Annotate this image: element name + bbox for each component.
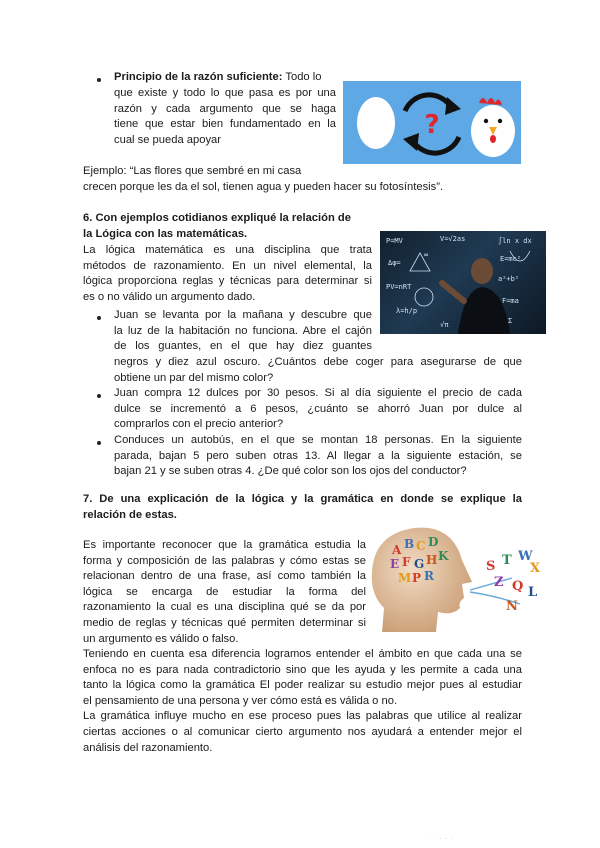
section-6-bullet-2 xyxy=(114,386,522,433)
text-line: enfoca no es para nada contradictorio sino que les ayuda y les permite a cada una xyxy=(83,663,522,676)
heading-line: relación de estas. xyxy=(83,508,177,521)
text-line: medio de reglas y técnicas qué permiten determinar si xyxy=(83,616,366,629)
text-line: La gramática influye mucho en ese proceso pues las palabras que utilice al realizar xyxy=(83,710,522,723)
svg-text:H: H xyxy=(426,553,438,567)
section-6-bullet-1-cont xyxy=(114,355,522,386)
svg-text:∫ln x dx: ∫ln x dx xyxy=(498,237,532,245)
text-line: relacionan dentro de una frase, así como también la xyxy=(83,570,366,583)
text-line: Teniendo en cuenta esa diferencia logramos entender el ámbito en que cada una se xyxy=(83,648,522,660)
example-line-1: Ejemplo: “Las flores que sembré en mi casa xyxy=(83,165,302,177)
cycle-arrow-top xyxy=(405,95,451,111)
heading-line: 6. Con ejemplos cotidianos expliqué la relación de xyxy=(83,212,351,224)
text-line: Juan compra 12 dulces por 30 pesos. Si al día siguiente el precio de cada xyxy=(114,387,522,399)
arrow-head-top xyxy=(445,97,461,115)
text-line: tanto la lógica como la gramática El poder realizar su estudio mejor pues al estudiar xyxy=(83,679,522,692)
section-6-intro xyxy=(83,243,372,305)
svg-text:F: F xyxy=(402,555,411,569)
text-line: parada, bajan 5 pero suben otras 13. Al llegar a la siguiente estación, se xyxy=(114,449,522,462)
egg-icon xyxy=(357,97,395,149)
svg-text:M: M xyxy=(398,571,412,585)
bullet-marker xyxy=(97,316,101,320)
math-board-image xyxy=(380,231,546,334)
heading-line: 7. De una explicación de la lógica y la gramática en donde se explique la xyxy=(83,493,522,505)
svg-text:X: X xyxy=(530,561,541,576)
person-head xyxy=(471,258,493,284)
chicken-comb xyxy=(479,98,502,105)
svg-text:L: L xyxy=(528,585,538,600)
bullet-marker xyxy=(97,78,101,82)
svg-text:R: R xyxy=(424,569,434,583)
text-line: lógica se encarga de estudiar la forma del xyxy=(83,585,366,598)
svg-text:∞: ∞ xyxy=(424,251,429,259)
text-line: razón y cada argumento que se haga xyxy=(114,102,336,115)
text-line: razonamiento la cual es una disciplina qué se da por xyxy=(83,601,366,614)
section-6-heading xyxy=(83,211,373,242)
svg-text:E=mc²: E=mc² xyxy=(500,255,522,263)
svg-text:A: A xyxy=(392,543,402,557)
section-7-para-2 xyxy=(83,647,522,756)
section-7-heading xyxy=(83,492,522,523)
svg-text:V=√2as: V=√2as xyxy=(440,235,466,243)
text-line: un argumento es válido o falso. xyxy=(83,632,239,645)
text-line: cual se pueda apoyar xyxy=(114,133,221,146)
principle-line-1-rest: Todo lo xyxy=(282,71,322,83)
section-6-bullet-1 xyxy=(114,308,372,355)
bullet-marker xyxy=(97,394,101,398)
svg-text:Σ: Σ xyxy=(508,317,513,325)
text-line: bajan 21 y se suben otras 4. ¿De qué color son los ojos del conductor? xyxy=(114,465,467,478)
svg-text:E: E xyxy=(390,557,400,571)
svg-text:Q: Q xyxy=(512,579,524,594)
svg-text:C: C xyxy=(416,539,426,553)
head-letters-illustration xyxy=(362,520,552,640)
egg-chicken-illustration xyxy=(343,81,521,164)
principle-line-1 xyxy=(114,70,336,86)
principle-label: Principio de la razón suficiente: xyxy=(114,71,283,83)
text-line: La lógica matemática es una disciplina que trata xyxy=(83,244,372,256)
svg-text:Δφ=: Δφ= xyxy=(388,259,401,267)
math-board-illustration xyxy=(380,231,546,334)
svg-text:N: N xyxy=(506,599,518,614)
text-line: ciertas acciones o al comunicar cierto argumento nos ayudará a entender mejor el xyxy=(83,725,522,738)
heading-line: la Lógica con las matemáticas. xyxy=(83,227,248,240)
section-7-para-1 xyxy=(83,538,366,647)
svg-text:PV=nRT: PV=nRT xyxy=(386,283,412,291)
bullet-marker xyxy=(97,441,101,445)
text-line: comprarlos con el precio anterior? xyxy=(114,418,284,431)
svg-text:W: W xyxy=(518,549,533,564)
section-6-bullet-3 xyxy=(114,433,522,480)
text-line: lógica proporciona reglas y técnicas para determinar si xyxy=(83,275,372,288)
text-line: forma y composición de las palabras y cómo estas se xyxy=(83,554,366,567)
svg-text:λ=h/p: λ=h/p xyxy=(396,307,418,315)
egg-chicken-image xyxy=(343,81,521,164)
text-line: obtiene un par del mismo color? xyxy=(114,371,274,384)
text-line: negros y diez azul oscuro. ¿Cuántos debe coger para asegurarse de que xyxy=(114,356,522,368)
svg-text:S: S xyxy=(486,559,496,574)
text-line: es o no válido un argumento dado. xyxy=(83,290,256,303)
page-footer-mark: · · · · · xyxy=(428,836,454,842)
svg-text:T: T xyxy=(502,553,512,568)
text-line: métodos de razonamiento. En un nivel elemental, la xyxy=(83,259,372,272)
text-line: el pensamiento de una persona y ver cómo está es válida o no. xyxy=(83,694,398,707)
svg-text:P: P xyxy=(412,571,422,585)
text-line: Juan se levanta por la mañana y descubre que xyxy=(114,309,372,321)
svg-text:P=MV: P=MV xyxy=(386,237,403,245)
text-line: de los guantes, en el que hay diez guantes xyxy=(114,340,372,353)
svg-text:D: D xyxy=(428,535,439,549)
head-letters-image xyxy=(362,520,552,640)
svg-text:F=ma: F=ma xyxy=(502,297,519,305)
arrow-head-bottom xyxy=(403,133,419,151)
svg-text:K: K xyxy=(438,549,449,563)
svg-text:B: B xyxy=(404,537,415,551)
text-line: dulce se incrementó a 6 pesos, ¿cuánto se ahorró Juan por dulce al xyxy=(114,402,522,415)
svg-text:√π: √π xyxy=(440,321,449,329)
text-line: análisis del razonamiento. xyxy=(83,741,213,754)
svg-text:a²+b²: a²+b² xyxy=(498,275,520,283)
svg-text:Z: Z xyxy=(494,575,504,590)
text-line: Es importante reconocer que la gramática estudia la xyxy=(83,539,366,551)
example-line-2: crecen porque les da el sol, tienen agua y pueden hacer su fotosíntesis”. xyxy=(83,181,444,193)
text-line: que existe y todo lo que pasa es por una xyxy=(114,87,336,99)
text-line: Conduces un autobús, en el que se montan 18 personas. En la siguiente xyxy=(114,434,522,446)
svg-text:G: G xyxy=(414,557,425,571)
principle-text xyxy=(114,86,336,148)
text-line: la luz de la habitación no funciona. Abre el cajón xyxy=(114,324,372,337)
question-mark-icon: ? xyxy=(424,110,440,140)
text-line: tiene que estar bien fundamentado en la xyxy=(114,118,336,131)
